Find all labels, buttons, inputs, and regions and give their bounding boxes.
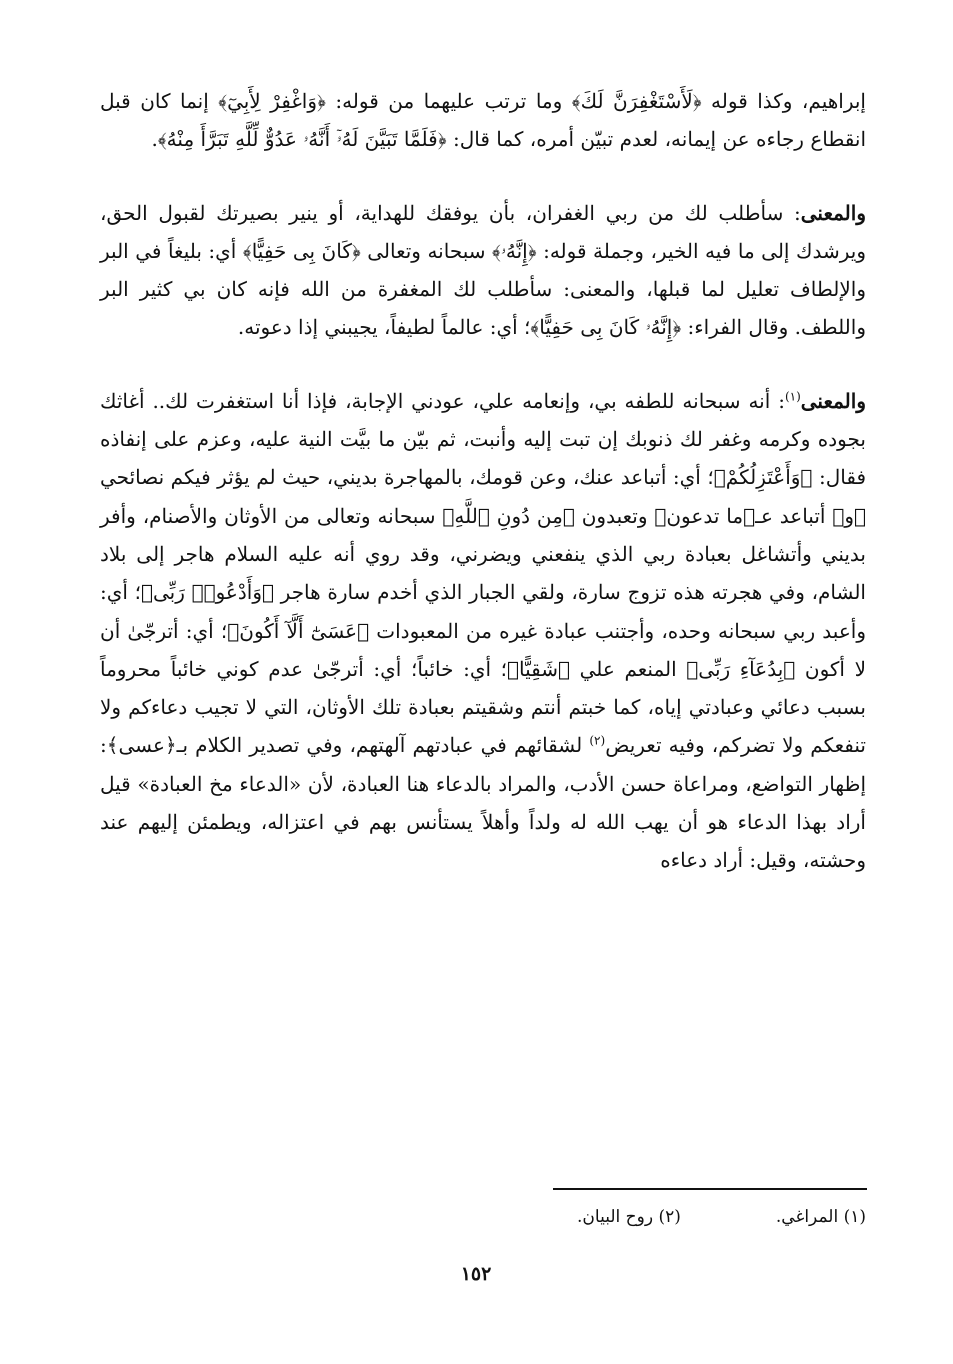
paragraph-3 (100, 382, 866, 880)
paragraph-2-lead: والمعنى (800, 200, 866, 225)
footnote-ref-1[interactable]: (١) (784, 389, 801, 404)
paragraph-1-text: إبراهيم، وكذا قوله ﴿لَأَسْتَغْفِرَنَّ لَكَ﴾ وما ترتب عليهما من قوله: ﴿وَاغْفِرْ لِأَبِيٓ﴾ إنما كان قبل انقطاع رجاءه عن إيمانه، لعدم تبيّن أمره، كما قال: ﴿فَلَمَّا تَبَيَّنَ لَهُۥٓ أَنَّهُۥ عَدُوٌّ لِّلَّهِ تَبَرَّأَ مِنْهُ﴾. (100, 89, 866, 152)
paragraph-3-text-continued: لشقائهم في عبادتهم آلهتهم، وفي تصدير الكلام بـ﴿عسى﴾: إظهار التواضع، ومراعاة حسن الأدب، والمراد بالدعاء هنا العبادة، لأن «الدعاء مخ العبادة» قيل أراد بهذا الدعاء هو أن يهب الله له ولداً وأهلاً يستأنس بهم في اعتزاله، ويطمئن إليهم عند وحشته، وقيل: أراد دعاءه (100, 733, 866, 873)
paragraph-2-text: : سأطلب لك من ربي الغفران، بأن يوفقك للهداية، أو ينير بصيرتك لقبول الحق، ويرشدك إلى ما فيه الخير، وجملة قوله: ﴿إِنَّهُۥ﴾ سبحانه وتعالى ﴿كَانَ بِى حَفِيًّا﴾ أي: بليغاً في البر والإلطاف تعليل لما قبلها، والمعنى: سأطلب لك المغفرة من الله فإنه كان بي كثير البر واللطف. وقال الفراء: ﴿إِنَّهُۥ كَانَ بِى حَفِيًّا﴾؛ أي: عالماً لطيفاً، يجيبني إذا دعوته. (100, 200, 866, 340)
paragraph-1 (100, 82, 866, 159)
footnote-2: (٢) روح البيان. (577, 1207, 681, 1227)
page-number: ١٥٢ (460, 1263, 492, 1285)
paragraph-2 (100, 194, 866, 347)
footnote-1: (١) المراغي. (775, 1207, 866, 1227)
footnotes (300, 1207, 866, 1227)
footnote-ref-2[interactable]: (٢) (589, 733, 606, 748)
page-body (100, 82, 866, 880)
footnote-divider (553, 1188, 867, 1190)
paragraph-3-text: : أنه سبحانه للطفه بي، وإنعامه علي، عودني الإجابة، فإذا أنا استغفرت لك.. أغاثك بجوده وكرمه وغفر لك ذنوبك إن تبت إليه وأنبت، ثم بيّن ما بيَّت النية عليه، وعزم على إنفاذه فقال: ﴿وَأَعْتَزِلُكُمْ﴾؛ أي: أتباعد عنك، وعن قومك، بالمهاجرة بديني، حيث لم يؤثر فيكم نصائحي ﴿و﴾ أتباعد عـ﴿ما تدعون﴾ وتعبدون ﴿مِن دُونِ ٱللَّهِ﴾ سبحانه وتعالى من الأوثان والأصنام، وأفر بديني وأتشاغل بعبادة ربي الذي ينفعني ويضرني، وقد روي أنه عليه السلام هاجر إلى بلاد الشام، وفي هجرته هذه تزوج سارة، ولقي الجبار الذي أخدم سارة هاجر ﴿وَأَدْعُوا۟ رَبِّى﴾؛ أي: وأعبد ربي سبحانه وحده، وأجتنب عبادة غيره من المعبودات ﴿عَسَىٰٓ أَلَّآ أَكُونَ﴾؛ أي: أترجّىٰ أن لا أكون ﴿بِدُعَآءِ رَبِّى﴾ المنعم علي ﴿شَقِيًّا﴾؛ أي: خائباً؛ أي: أترجّىٰ عدم كوني خائباً محروماً بسبب دعائي وعبادتي إياه، كما خبتم أنتم وشقيتم بعبادة تلك الأوثان، التي لا تجيب دعاءكم ولا تنفعكم ولا تضركم، وفيه تعريض (100, 388, 866, 758)
paragraph-3-lead: والمعنى (800, 388, 866, 413)
